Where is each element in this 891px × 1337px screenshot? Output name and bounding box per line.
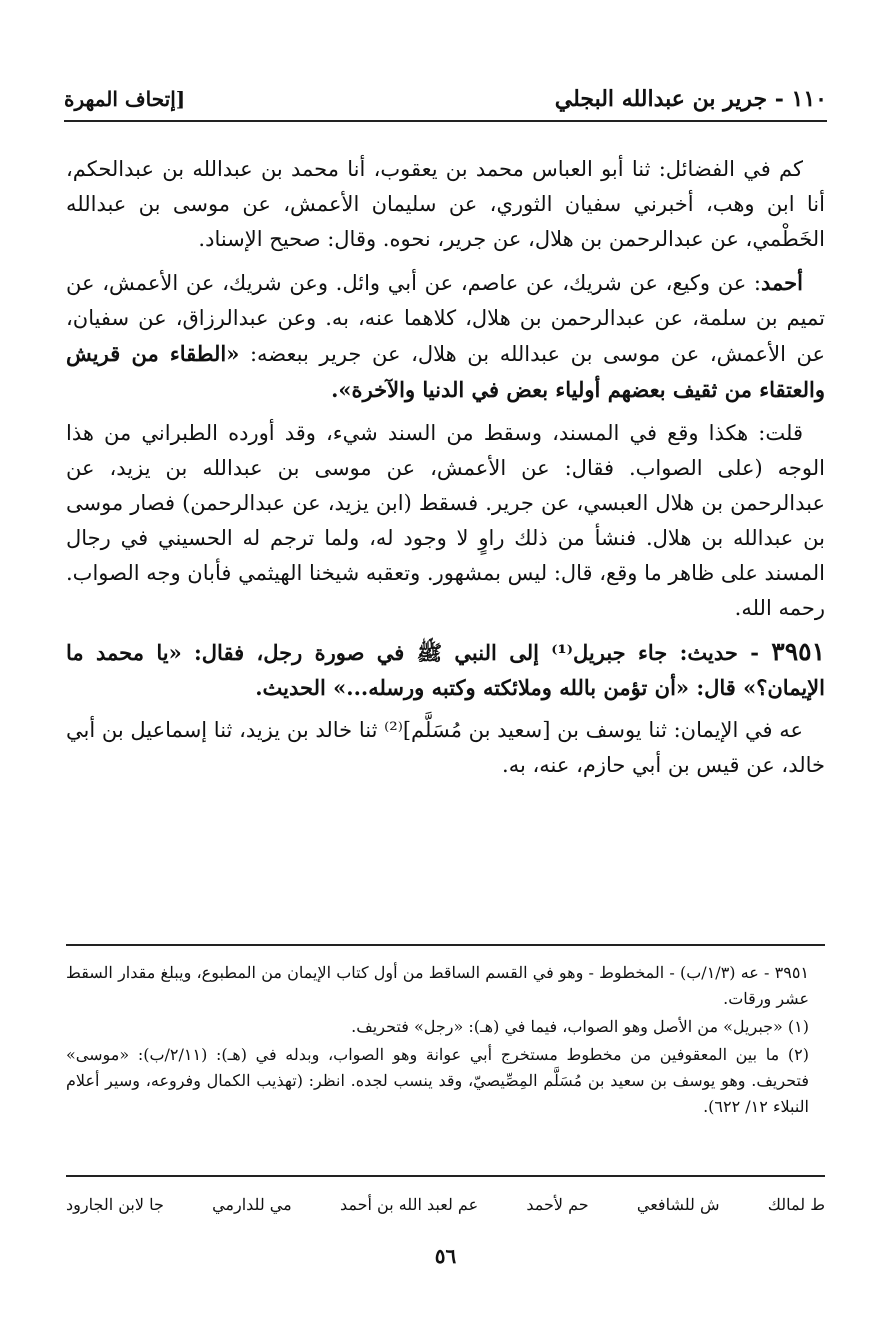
footnotes <box>66 944 825 1122</box>
paragraph-1: كم في الفضائل: ثنا أبو العباس محمد بن يعقوب، أنا محمد بن عبدالله بن عبدالحكم، أنا ابن وهب، أخبرني سفيان الثوري، عن سليمان الأعمش، عن موسى بن عبدالله الخَطْمي، عن عبدالرحمن بن هلال، عن جرير، نحوه. وقال: صحيح الإسناد. <box>66 157 825 251</box>
footnote-main: ٣٩٥١ - عه (١/٣/ب) - المخطوط - وهو في القسم الساقط من أول كتاب الإيمان من المطبوع، ويبلغ مقدار السقط عشر ورقات. <box>66 963 810 1008</box>
siglum: جا لابن الجارود <box>66 1195 164 1214</box>
paragraph-2-text: : عن وكيع، عن شريك، عن عاصم، عن أبي وائل. وعن شريك، عن الأعمش، عن تميم بن سلمة، عن عبدالرحمن بن هلال، كلاهما عنه، به. وعن عبدالرزاق، عن سفيان، عن الأعمش، عن موسى بن عبدالله بن هلال، عن جرير ببعضه: <box>66 271 825 366</box>
running-title: ١١٠ - جرير بن عبدالله البجلي <box>554 86 827 112</box>
hadith-quote: «الطقاء من قريش والعتقاء من ثقيف بعضهم أولياء بعض في الدنيا والآخرة». <box>66 341 825 402</box>
hadith-entry <box>66 634 825 705</box>
main-text <box>66 152 825 791</box>
siglum: ط لمالك <box>767 1195 825 1214</box>
footnote-2: (٢) ما بين المعقوفين من مخطوط مستخرج أبي عوانة وهو الصواب، وبدله في (هـ): (٢/١١/ب): «موسى» فتحريف. وهو يوسف بن سعيد بن مُسَلَّم المِصِّيصيّ، وقد ينسب لجده. انظر: (تهذيب الكمال وفروعه، وسير أعلام النبلاء ١٢/ ٦٢٢). <box>66 1045 809 1116</box>
book-title: [إتحاف المهرة <box>64 87 186 111</box>
paragraph-3: قلت: هكذا وقع في المسند، وسقط من السند شيء، وقد أورده الطبراني من هذا الوجه (على الصواب. فقال: عن الأعمش، عن موسى بن عبدالله بن يزيد، عن عبدالرحمن بن هلال العبسي، عن جرير. فسقط (ابن يزيد، عن عبدالرحمن) فصار موسى بن عبدالله بن هلال. فنشأ من ذلك راوٍ لا وجود له، ولما ترجم له الحسيني في رجال المسند على ظاهر ما وقع، قال: ليس بمشهور. وتعقبه شيخنا الهيثمي فأبان وجه الصواب. رحمه الله. <box>66 421 825 620</box>
siglum: عم لعبد الله بن أحمد <box>339 1195 479 1214</box>
siglum: حم لأحمد <box>526 1195 589 1214</box>
hadith-text: - حديث: جاء جبريل⁽¹⁾ إلى النبي ﷺ في صورة رجل، فقال: «يا محمد ما الإيمان؟» قال: «أن تؤمن بالله وملائكته وكتبه ورسله...» الحديث. <box>66 640 825 700</box>
paragraph-2 <box>66 265 825 408</box>
siglum: مي للدارمي <box>212 1195 292 1214</box>
footnote-1: (١) «جبريل» من الأصل وهو الصواب، فيما في (هـ): «رجل» فتحريف. <box>351 1017 809 1036</box>
paragraph-2-lead: أحمد <box>761 270 803 295</box>
hadith-number: ٣٩٥١ <box>771 637 825 666</box>
siglum: ش للشافعي <box>636 1195 720 1214</box>
page-header <box>64 82 827 122</box>
page-number: ٥٦ <box>434 1244 457 1268</box>
sigla-legend <box>66 1175 825 1214</box>
paragraph-5: عه في الإيمان: ثنا يوسف بن [سعيد بن مُسَلَّم]⁽²⁾ ثنا خالد بن يزيد، ثنا إسماعيل بن أبي خالد، عن قيس بن أبي حازم، عنه، به. <box>66 718 825 777</box>
